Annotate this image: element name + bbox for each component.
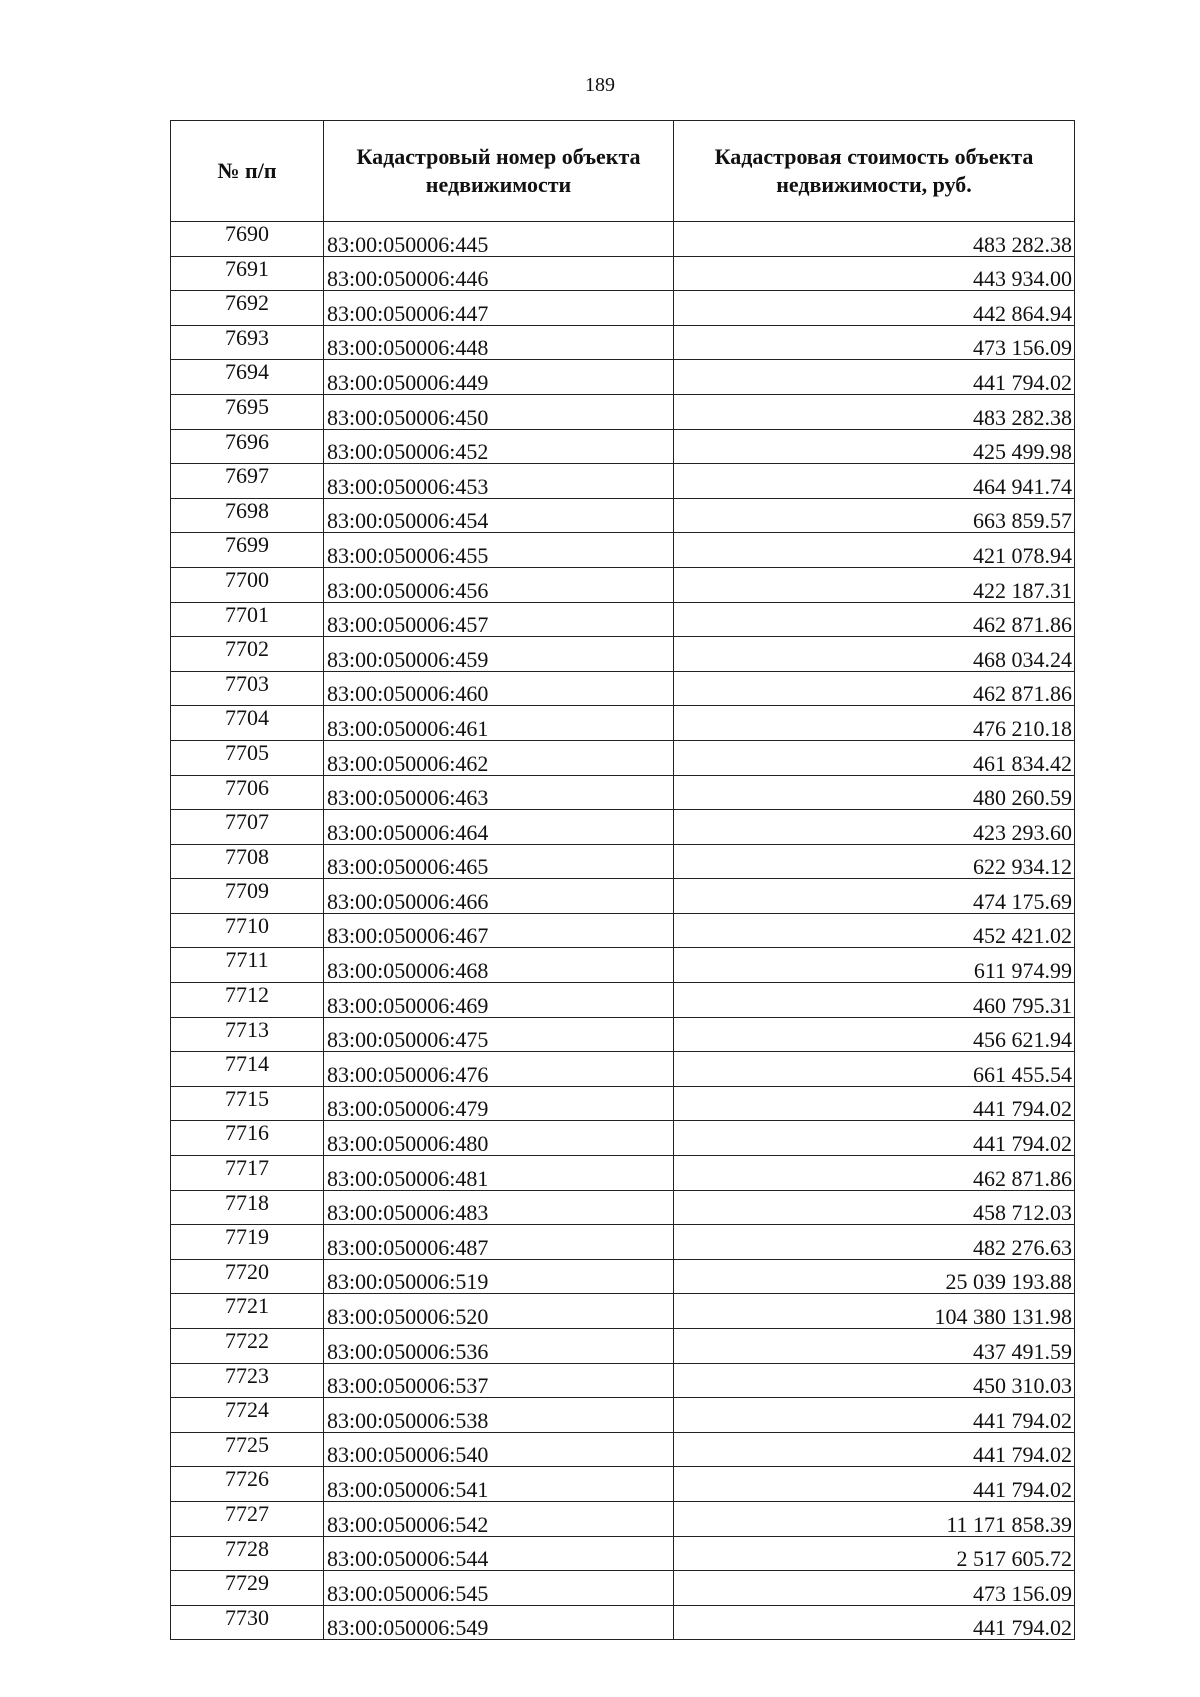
table-row xyxy=(171,394,1075,429)
cadastral-value-cell: 25 039 193.88 xyxy=(674,1259,1075,1294)
cadastral-value-cell: 437 491.59 xyxy=(674,1329,1075,1364)
cadastral-value-cell: 480 260.59 xyxy=(674,775,1075,810)
table-row xyxy=(171,1121,1075,1156)
row-number-cell: 7697 xyxy=(171,464,324,499)
row-number-cell: 7690 xyxy=(171,222,324,257)
row-number-cell: 7725 xyxy=(171,1432,324,1467)
cadastral-number-cell: 83:00:050006:480 xyxy=(324,1121,674,1156)
cadastral-number-cell: 83:00:050006:448 xyxy=(324,325,674,360)
cadastral-value-cell: 476 210.18 xyxy=(674,706,1075,741)
cadastral-number-cell: 83:00:050006:542 xyxy=(324,1501,674,1536)
row-number-cell: 7717 xyxy=(171,1156,324,1191)
cadastral-number-cell: 83:00:050006:481 xyxy=(324,1156,674,1191)
row-number-cell: 7704 xyxy=(171,706,324,741)
row-number-cell: 7698 xyxy=(171,498,324,533)
cadastral-value-cell: 11 171 858.39 xyxy=(674,1501,1075,1536)
row-number-cell: 7711 xyxy=(171,948,324,983)
cadastral-value-cell: 622 934.12 xyxy=(674,844,1075,879)
table-header-row xyxy=(171,121,1075,222)
row-number-cell: 7726 xyxy=(171,1467,324,1502)
cadastral-value-cell: 441 794.02 xyxy=(674,1432,1075,1467)
row-number-cell: 7715 xyxy=(171,1086,324,1121)
cadastral-value-table xyxy=(170,120,1075,1640)
cadastral-value-cell: 483 282.38 xyxy=(674,222,1075,257)
cadastral-value-cell: 104 380 131.98 xyxy=(674,1294,1075,1329)
cadastral-value-cell: 441 794.02 xyxy=(674,1467,1075,1502)
table-row xyxy=(171,1052,1075,1087)
cadastral-number-cell: 83:00:050006:445 xyxy=(324,222,674,257)
cadastral-number-cell: 83:00:050006:468 xyxy=(324,948,674,983)
cadastral-value-cell: 441 794.02 xyxy=(674,360,1075,395)
table-row xyxy=(171,1605,1075,1640)
cadastral-value-cell: 456 621.94 xyxy=(674,1017,1075,1052)
cadastral-number-cell: 83:00:050006:487 xyxy=(324,1225,674,1260)
row-number-cell: 7693 xyxy=(171,325,324,360)
cadastral-value-cell: 2 517 605.72 xyxy=(674,1536,1075,1571)
cadastral-number-cell: 83:00:050006:541 xyxy=(324,1467,674,1502)
cadastral-number-cell: 83:00:050006:462 xyxy=(324,740,674,775)
table-row xyxy=(171,1225,1075,1260)
table-body xyxy=(171,222,1075,1640)
cadastral-number-cell: 83:00:050006:467 xyxy=(324,913,674,948)
cadastral-value-cell: 473 156.09 xyxy=(674,325,1075,360)
cadastral-value-cell: 460 795.31 xyxy=(674,983,1075,1018)
row-number-cell: 7719 xyxy=(171,1225,324,1260)
cadastral-number-cell: 83:00:050006:464 xyxy=(324,810,674,845)
table-row xyxy=(171,1432,1075,1467)
table-row xyxy=(171,913,1075,948)
table-row xyxy=(171,983,1075,1018)
cadastral-number-cell: 83:00:050006:476 xyxy=(324,1052,674,1087)
table-row xyxy=(171,740,1075,775)
cadastral-number-cell: 83:00:050006:465 xyxy=(324,844,674,879)
row-number-cell: 7705 xyxy=(171,740,324,775)
cadastral-number-cell: 83:00:050006:450 xyxy=(324,394,674,429)
table-row xyxy=(171,429,1075,464)
table-row xyxy=(171,567,1075,602)
cadastral-number-cell: 83:00:050006:453 xyxy=(324,464,674,499)
cadastral-number-cell: 83:00:050006:520 xyxy=(324,1294,674,1329)
row-number-cell: 7701 xyxy=(171,602,324,637)
table-row xyxy=(171,706,1075,741)
table-row xyxy=(171,1086,1075,1121)
cadastral-number-cell: 83:00:050006:519 xyxy=(324,1259,674,1294)
row-number-cell: 7706 xyxy=(171,775,324,810)
table-row xyxy=(171,1329,1075,1364)
row-number-cell: 7710 xyxy=(171,913,324,948)
cadastral-value-cell: 441 794.02 xyxy=(674,1086,1075,1121)
cadastral-value-cell: 468 034.24 xyxy=(674,637,1075,672)
cadastral-value-cell: 483 282.38 xyxy=(674,394,1075,429)
table-row xyxy=(171,1536,1075,1571)
cadastral-value-cell: 473 156.09 xyxy=(674,1571,1075,1606)
row-number-cell: 7709 xyxy=(171,879,324,914)
table-row xyxy=(171,464,1075,499)
row-number-cell: 7722 xyxy=(171,1329,324,1364)
cadastral-number-cell: 83:00:050006:460 xyxy=(324,671,674,706)
row-number-cell: 7721 xyxy=(171,1294,324,1329)
table-row xyxy=(171,291,1075,326)
cadastral-value-cell: 462 871.86 xyxy=(674,671,1075,706)
cadastral-value-cell: 421 078.94 xyxy=(674,533,1075,568)
cadastral-value-cell: 482 276.63 xyxy=(674,1225,1075,1260)
row-number-cell: 7727 xyxy=(171,1501,324,1536)
table-row xyxy=(171,844,1075,879)
table-row xyxy=(171,222,1075,257)
cadastral-number-cell: 83:00:050006:461 xyxy=(324,706,674,741)
cadastral-value-cell: 443 934.00 xyxy=(674,256,1075,291)
cadastral-value-cell: 422 187.31 xyxy=(674,567,1075,602)
cadastral-number-cell: 83:00:050006:455 xyxy=(324,533,674,568)
row-number-cell: 7691 xyxy=(171,256,324,291)
row-number-cell: 7724 xyxy=(171,1398,324,1433)
row-number-cell: 7723 xyxy=(171,1363,324,1398)
table-row xyxy=(171,498,1075,533)
row-number-cell: 7703 xyxy=(171,671,324,706)
cadastral-number-cell: 83:00:050006:452 xyxy=(324,429,674,464)
cadastral-number-cell: 83:00:050006:449 xyxy=(324,360,674,395)
cadastral-value-cell: 441 794.02 xyxy=(674,1398,1075,1433)
cadastral-number-cell: 83:00:050006:463 xyxy=(324,775,674,810)
cadastral-number-cell: 83:00:050006:479 xyxy=(324,1086,674,1121)
table-row xyxy=(171,810,1075,845)
cadastral-number-cell: 83:00:050006:544 xyxy=(324,1536,674,1571)
table-row xyxy=(171,1156,1075,1191)
cadastral-value-cell: 474 175.69 xyxy=(674,879,1075,914)
table-row xyxy=(171,256,1075,291)
cadastral-value-cell: 462 871.86 xyxy=(674,602,1075,637)
row-number-cell: 7730 xyxy=(171,1605,324,1640)
cadastral-number-cell: 83:00:050006:469 xyxy=(324,983,674,1018)
cadastral-value-cell: 464 941.74 xyxy=(674,464,1075,499)
cadastral-value-cell: 663 859.57 xyxy=(674,498,1075,533)
table-row xyxy=(171,602,1075,637)
cadastral-number-cell: 83:00:050006:536 xyxy=(324,1329,674,1364)
table-row xyxy=(171,1571,1075,1606)
table-row xyxy=(171,1398,1075,1433)
table-row xyxy=(171,637,1075,672)
row-number-cell: 7692 xyxy=(171,291,324,326)
table-row xyxy=(171,1501,1075,1536)
cadastral-number-cell: 83:00:050006:549 xyxy=(324,1605,674,1640)
row-number-cell: 7714 xyxy=(171,1052,324,1087)
cadastral-value-cell: 442 864.94 xyxy=(674,291,1075,326)
table-row xyxy=(171,1017,1075,1052)
row-number-cell: 7716 xyxy=(171,1121,324,1156)
cadastral-number-cell: 83:00:050006:540 xyxy=(324,1432,674,1467)
cadastral-number-cell: 83:00:050006:459 xyxy=(324,637,674,672)
table-row xyxy=(171,1259,1075,1294)
table-row xyxy=(171,1363,1075,1398)
cadastral-value-cell: 611 974.99 xyxy=(674,948,1075,983)
cadastral-value-cell: 452 421.02 xyxy=(674,913,1075,948)
row-number-cell: 7708 xyxy=(171,844,324,879)
table-row xyxy=(171,671,1075,706)
row-number-cell: 7728 xyxy=(171,1536,324,1571)
header-cadastral-number: Кадастровый номер объекта недвижимости xyxy=(324,121,674,222)
row-number-cell: 7696 xyxy=(171,429,324,464)
table-row xyxy=(171,325,1075,360)
table-row xyxy=(171,879,1075,914)
table-row xyxy=(171,948,1075,983)
table-row xyxy=(171,1190,1075,1225)
row-number-cell: 7712 xyxy=(171,983,324,1018)
row-number-cell: 7720 xyxy=(171,1259,324,1294)
cadastral-value-cell: 425 499.98 xyxy=(674,429,1075,464)
cadastral-value-cell: 461 834.42 xyxy=(674,740,1075,775)
cadastral-number-cell: 83:00:050006:447 xyxy=(324,291,674,326)
row-number-cell: 7707 xyxy=(171,810,324,845)
cadastral-value-cell: 441 794.02 xyxy=(674,1121,1075,1156)
row-number-cell: 7694 xyxy=(171,360,324,395)
cadastral-number-cell: 83:00:050006:545 xyxy=(324,1571,674,1606)
table-row xyxy=(171,1467,1075,1502)
table-header xyxy=(171,121,1075,222)
cadastral-number-cell: 83:00:050006:537 xyxy=(324,1363,674,1398)
cadastral-number-cell: 83:00:050006:475 xyxy=(324,1017,674,1052)
row-number-cell: 7702 xyxy=(171,637,324,672)
cadastral-value-cell: 423 293.60 xyxy=(674,810,1075,845)
cadastral-number-cell: 83:00:050006:483 xyxy=(324,1190,674,1225)
table-row xyxy=(171,533,1075,568)
page-number: 189 xyxy=(585,74,615,96)
table-row xyxy=(171,775,1075,810)
row-number-cell: 7718 xyxy=(171,1190,324,1225)
header-row-number: № п/п xyxy=(171,121,324,222)
row-number-cell: 7713 xyxy=(171,1017,324,1052)
cadastral-number-cell: 83:00:050006:456 xyxy=(324,567,674,602)
cadastral-number-cell: 83:00:050006:457 xyxy=(324,602,674,637)
table-row xyxy=(171,1294,1075,1329)
row-number-cell: 7699 xyxy=(171,533,324,568)
cadastral-value-cell: 458 712.03 xyxy=(674,1190,1075,1225)
cadastral-number-cell: 83:00:050006:466 xyxy=(324,879,674,914)
cadastral-value-cell: 450 310.03 xyxy=(674,1363,1075,1398)
cadastral-value-cell: 462 871.86 xyxy=(674,1156,1075,1191)
table-row xyxy=(171,360,1075,395)
row-number-cell: 7695 xyxy=(171,394,324,429)
cadastral-number-cell: 83:00:050006:446 xyxy=(324,256,674,291)
row-number-cell: 7729 xyxy=(171,1571,324,1606)
row-number-cell: 7700 xyxy=(171,567,324,602)
cadastral-number-cell: 83:00:050006:538 xyxy=(324,1398,674,1433)
cadastral-number-cell: 83:00:050006:454 xyxy=(324,498,674,533)
header-cadastral-value: Кадастровая стоимость объекта недвижимости, руб. xyxy=(674,121,1075,222)
cadastral-value-cell: 661 455.54 xyxy=(674,1052,1075,1087)
cadastral-value-cell: 441 794.02 xyxy=(674,1605,1075,1640)
